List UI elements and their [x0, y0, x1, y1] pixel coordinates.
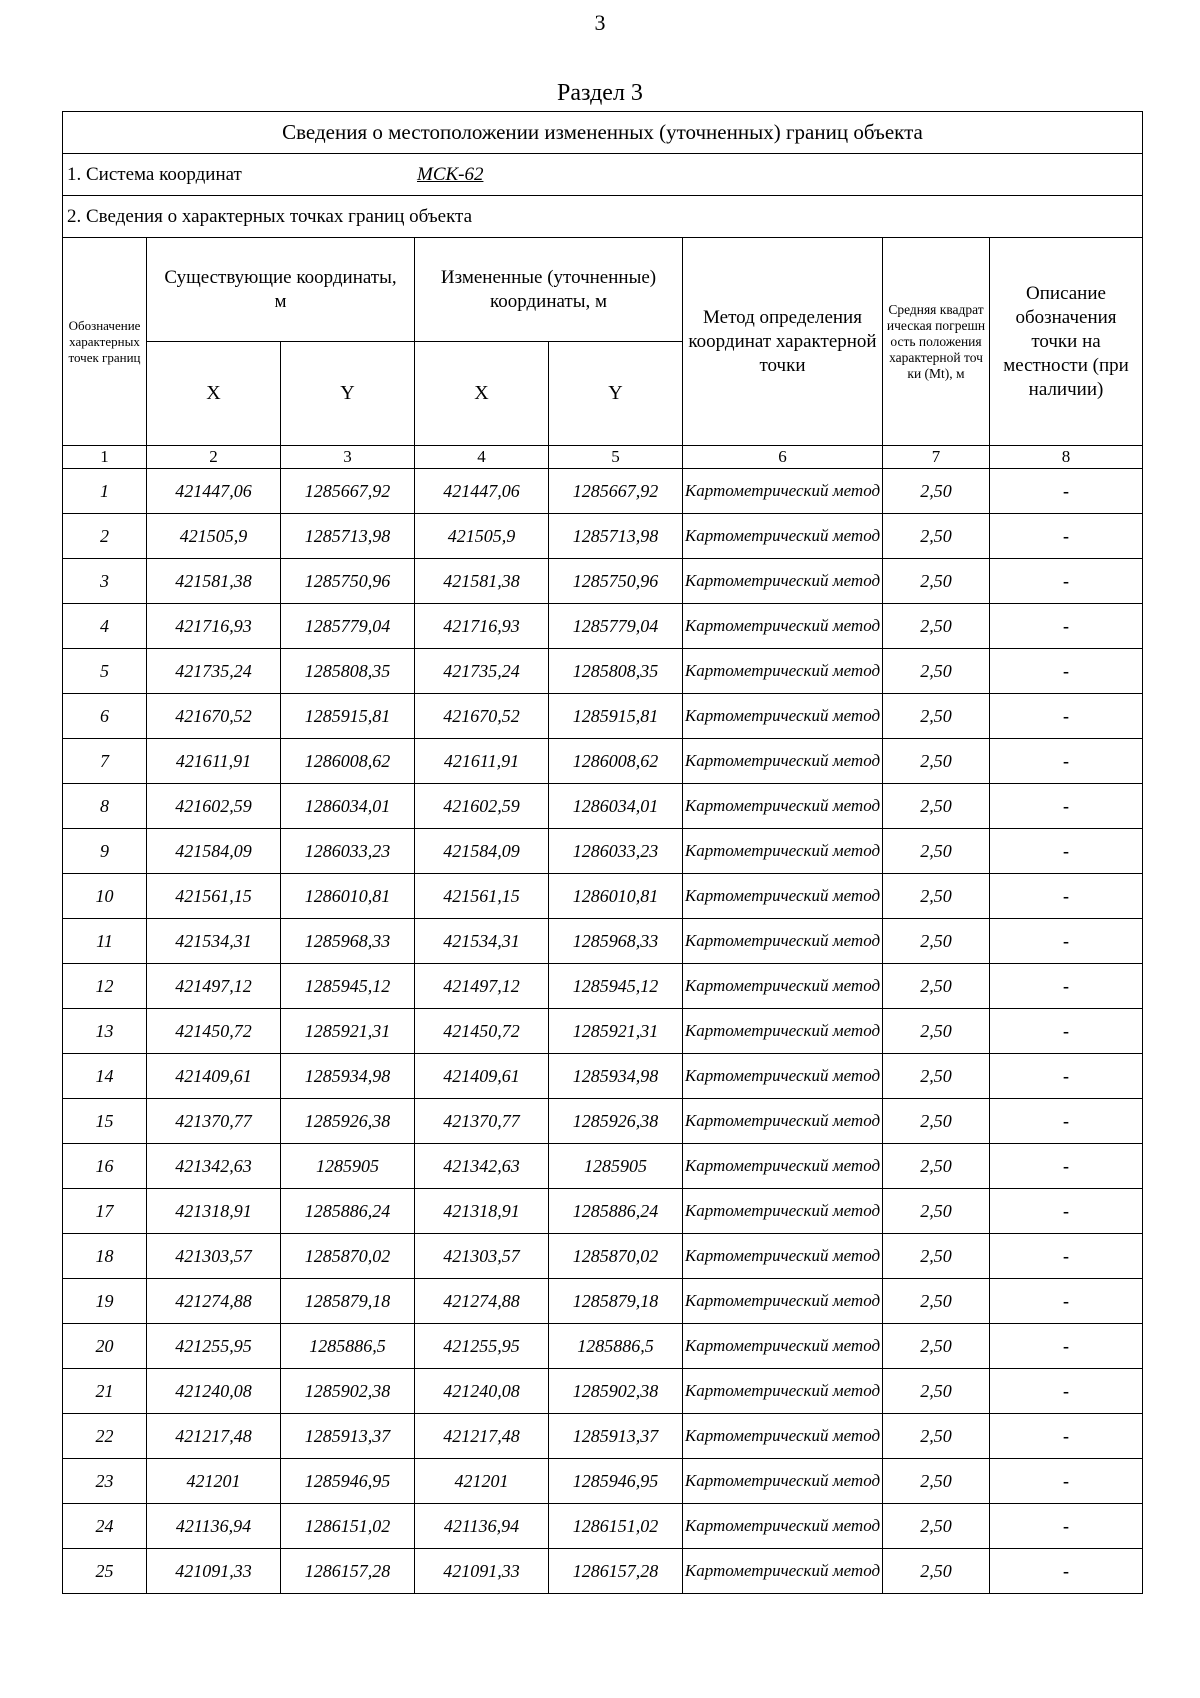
existing-x-cell: 421136,94: [147, 1504, 281, 1549]
changed-x-cell: 421255,95: [415, 1324, 549, 1369]
header-changed-x: X: [415, 342, 549, 446]
existing-y-cell: 1285968,33: [281, 919, 415, 964]
method-cell: Картометрический метод: [683, 1279, 883, 1324]
changed-x-cell: 421409,61: [415, 1054, 549, 1099]
table-row: [63, 1504, 1143, 1549]
method-cell: Картометрический метод: [683, 649, 883, 694]
existing-y-cell: 1285934,98: [281, 1054, 415, 1099]
changed-y-cell: 1285945,12: [549, 964, 683, 1009]
table-row: [63, 604, 1143, 649]
existing-x-cell: 421409,61: [147, 1054, 281, 1099]
changed-y-cell: 1285934,98: [549, 1054, 683, 1099]
existing-y-cell: 1285713,98: [281, 514, 415, 559]
mean-error-cell: 2,50: [883, 1369, 990, 1414]
description-cell: -: [990, 514, 1143, 559]
existing-x-cell: 421091,33: [147, 1549, 281, 1594]
point-number-cell: 3: [63, 559, 147, 604]
method-cell: Картометрический метод: [683, 1324, 883, 1369]
column-number: 6: [683, 446, 883, 469]
existing-y-cell: 1286151,02: [281, 1504, 415, 1549]
changed-y-cell: 1285808,35: [549, 649, 683, 694]
changed-y-cell: 1285886,24: [549, 1189, 683, 1234]
mean-error-cell: 2,50: [883, 1189, 990, 1234]
description-cell: -: [990, 1504, 1143, 1549]
table-row: [63, 739, 1143, 784]
method-cell: Картометрический метод: [683, 1099, 883, 1144]
point-number-cell: 22: [63, 1414, 147, 1459]
column-number: 7: [883, 446, 990, 469]
existing-x-cell: 421255,95: [147, 1324, 281, 1369]
changed-x-cell: 421534,31: [415, 919, 549, 964]
header-existing-coords: Существующие координаты, м: [147, 238, 415, 342]
description-cell: -: [990, 1279, 1143, 1324]
method-cell: Картометрический метод: [683, 1459, 883, 1504]
column-number: 4: [415, 446, 549, 469]
header-description: Описание обозначения точки на местности (при наличии): [990, 238, 1143, 446]
point-number-cell: 23: [63, 1459, 147, 1504]
existing-x-cell: 421370,77: [147, 1099, 281, 1144]
description-cell: -: [990, 469, 1143, 514]
changed-y-cell: 1285779,04: [549, 604, 683, 649]
changed-x-cell: 421716,93: [415, 604, 549, 649]
existing-y-cell: 1285750,96: [281, 559, 415, 604]
table-row: [63, 784, 1143, 829]
column-number: 1: [63, 446, 147, 469]
mean-error-cell: 2,50: [883, 1459, 990, 1504]
point-number-cell: 5: [63, 649, 147, 694]
existing-y-cell: 1285870,02: [281, 1234, 415, 1279]
mean-error-cell: 2,50: [883, 1549, 990, 1594]
header-changed-coords: Измененные (уточненные) координаты, м: [415, 238, 683, 342]
method-cell: Картометрический метод: [683, 739, 883, 784]
method-cell: Картометрический метод: [683, 559, 883, 604]
description-cell: -: [990, 649, 1143, 694]
changed-x-cell: 421318,91: [415, 1189, 549, 1234]
changed-y-cell: 1285902,38: [549, 1369, 683, 1414]
table-row: [63, 694, 1143, 739]
existing-y-cell: 1285879,18: [281, 1279, 415, 1324]
table-row: [63, 919, 1143, 964]
description-cell: -: [990, 1054, 1143, 1099]
changed-y-cell: 1285905: [549, 1144, 683, 1189]
changed-y-cell: 1286151,02: [549, 1504, 683, 1549]
mean-error-cell: 2,50: [883, 1144, 990, 1189]
existing-x-cell: 421450,72: [147, 1009, 281, 1054]
existing-x-cell: 421274,88: [147, 1279, 281, 1324]
table-row: [63, 829, 1143, 874]
existing-y-cell: 1285779,04: [281, 604, 415, 649]
changed-y-cell: 1286010,81: [549, 874, 683, 919]
mean-error-cell: 2,50: [883, 784, 990, 829]
mean-error-cell: 2,50: [883, 649, 990, 694]
existing-x-cell: 421318,91: [147, 1189, 281, 1234]
mean-error-cell: 2,50: [883, 1009, 990, 1054]
changed-x-cell: 421670,52: [415, 694, 549, 739]
changed-y-cell: 1285926,38: [549, 1099, 683, 1144]
existing-x-cell: 421716,93: [147, 604, 281, 649]
method-cell: Картометрический метод: [683, 1009, 883, 1054]
existing-x-cell: 421602,59: [147, 784, 281, 829]
existing-y-cell: 1286033,23: [281, 829, 415, 874]
existing-x-cell: 421342,63: [147, 1144, 281, 1189]
point-number-cell: 2: [63, 514, 147, 559]
existing-y-cell: 1286157,28: [281, 1549, 415, 1594]
point-number-cell: 14: [63, 1054, 147, 1099]
existing-x-cell: 421561,15: [147, 874, 281, 919]
point-number-cell: 17: [63, 1189, 147, 1234]
changed-x-cell: 421091,33: [415, 1549, 549, 1594]
existing-x-cell: 421581,38: [147, 559, 281, 604]
description-cell: -: [990, 784, 1143, 829]
changed-y-cell: 1285870,02: [549, 1234, 683, 1279]
changed-y-cell: 1285968,33: [549, 919, 683, 964]
changed-x-cell: 421505,9: [415, 514, 549, 559]
description-cell: -: [990, 1549, 1143, 1594]
column-number: 2: [147, 446, 281, 469]
mean-error-cell: 2,50: [883, 1054, 990, 1099]
point-number-cell: 16: [63, 1144, 147, 1189]
method-cell: Картометрический метод: [683, 469, 883, 514]
existing-y-cell: 1285921,31: [281, 1009, 415, 1054]
method-cell: Картометрический метод: [683, 1504, 883, 1549]
point-number-cell: 6: [63, 694, 147, 739]
existing-y-cell: 1285913,37: [281, 1414, 415, 1459]
header-changed-y: Y: [549, 342, 683, 446]
description-cell: -: [990, 1324, 1143, 1369]
method-cell: Картометрический метод: [683, 1234, 883, 1279]
description-cell: -: [990, 919, 1143, 964]
changed-y-cell: 1285946,95: [549, 1459, 683, 1504]
existing-x-cell: 421534,31: [147, 919, 281, 964]
existing-y-cell: 1285926,38: [281, 1099, 415, 1144]
changed-x-cell: 421370,77: [415, 1099, 549, 1144]
method-cell: Картометрический метод: [683, 964, 883, 1009]
table-row: [63, 1324, 1143, 1369]
existing-y-cell: 1285886,5: [281, 1324, 415, 1369]
existing-x-cell: 421240,08: [147, 1369, 281, 1414]
point-number-cell: 11: [63, 919, 147, 964]
mean-error-cell: 2,50: [883, 874, 990, 919]
method-cell: Картометрический метод: [683, 919, 883, 964]
table-row: [63, 1369, 1143, 1414]
column-number: 5: [549, 446, 683, 469]
mean-error-cell: 2,50: [883, 739, 990, 784]
existing-y-cell: 1285915,81: [281, 694, 415, 739]
changed-x-cell: 421561,15: [415, 874, 549, 919]
method-cell: Картометрический метод: [683, 604, 883, 649]
description-cell: -: [990, 1459, 1143, 1504]
existing-x-cell: 421670,52: [147, 694, 281, 739]
existing-y-cell: 1286008,62: [281, 739, 415, 784]
mean-error-cell: 2,50: [883, 694, 990, 739]
changed-y-cell: 1286008,62: [549, 739, 683, 784]
changed-x-cell: 421584,09: [415, 829, 549, 874]
table-row: [63, 1054, 1143, 1099]
method-cell: Картометрический метод: [683, 1189, 883, 1234]
table-row: [63, 514, 1143, 559]
description-cell: -: [990, 1144, 1143, 1189]
description-cell: -: [990, 964, 1143, 1009]
mean-error-cell: 2,50: [883, 514, 990, 559]
boundary-points-table: [62, 111, 1143, 1594]
changed-x-cell: 421136,94: [415, 1504, 549, 1549]
changed-x-cell: 421274,88: [415, 1279, 549, 1324]
mean-error-cell: 2,50: [883, 919, 990, 964]
mean-error-cell: 2,50: [883, 1324, 990, 1369]
existing-y-cell: 1285945,12: [281, 964, 415, 1009]
table-row: [63, 1549, 1143, 1594]
mean-error-cell: 2,50: [883, 1414, 990, 1459]
description-cell: -: [990, 1099, 1143, 1144]
header-existing-x: X: [147, 342, 281, 446]
changed-y-cell: 1286157,28: [549, 1549, 683, 1594]
existing-y-cell: 1285902,38: [281, 1369, 415, 1414]
point-number-cell: 24: [63, 1504, 147, 1549]
changed-y-cell: 1285921,31: [549, 1009, 683, 1054]
section-title: Раздел 3: [557, 80, 643, 106]
table-row: [63, 964, 1143, 1009]
method-cell: Картометрический метод: [683, 784, 883, 829]
description-cell: -: [990, 829, 1143, 874]
method-cell: Картометрический метод: [683, 694, 883, 739]
existing-y-cell: 1285886,24: [281, 1189, 415, 1234]
existing-y-cell: 1285808,35: [281, 649, 415, 694]
existing-x-cell: 421611,91: [147, 739, 281, 784]
table-row: [63, 559, 1143, 604]
existing-y-cell: 1286034,01: [281, 784, 415, 829]
method-cell: Картометрический метод: [683, 829, 883, 874]
point-number-cell: 9: [63, 829, 147, 874]
mean-error-cell: 2,50: [883, 1234, 990, 1279]
point-number-cell: 8: [63, 784, 147, 829]
existing-x-cell: 421217,48: [147, 1414, 281, 1459]
table-row: [63, 874, 1143, 919]
changed-x-cell: 421497,12: [415, 964, 549, 1009]
point-number-cell: 7: [63, 739, 147, 784]
point-number-cell: 4: [63, 604, 147, 649]
changed-y-cell: 1285713,98: [549, 514, 683, 559]
description-cell: -: [990, 1369, 1143, 1414]
description-cell: -: [990, 1189, 1143, 1234]
changed-x-cell: 421581,38: [415, 559, 549, 604]
table-row: [63, 1414, 1143, 1459]
changed-x-cell: 421450,72: [415, 1009, 549, 1054]
mean-error-cell: 2,50: [883, 1504, 990, 1549]
header-existing-y: Y: [281, 342, 415, 446]
point-number-cell: 20: [63, 1324, 147, 1369]
header-method: Метод определения координат характерной точки: [683, 238, 883, 446]
existing-y-cell: 1286010,81: [281, 874, 415, 919]
method-cell: Картометрический метод: [683, 514, 883, 559]
existing-x-cell: 421735,24: [147, 649, 281, 694]
points-label: 2. Сведения о характерных точках границ объекта: [63, 196, 1143, 238]
method-cell: Картометрический метод: [683, 1144, 883, 1189]
point-number-cell: 13: [63, 1009, 147, 1054]
changed-x-cell: 421303,57: [415, 1234, 549, 1279]
table-row: [63, 469, 1143, 514]
existing-y-cell: 1285667,92: [281, 469, 415, 514]
mean-error-cell: 2,50: [883, 559, 990, 604]
changed-x-cell: 421611,91: [415, 739, 549, 784]
existing-y-cell: 1285905: [281, 1144, 415, 1189]
changed-y-cell: 1285750,96: [549, 559, 683, 604]
page-number: 3: [594, 10, 606, 35]
existing-x-cell: 421447,06: [147, 469, 281, 514]
mean-error-cell: 2,50: [883, 964, 990, 1009]
changed-y-cell: 1285913,37: [549, 1414, 683, 1459]
changed-y-cell: 1286034,01: [549, 784, 683, 829]
changed-y-cell: 1285915,81: [549, 694, 683, 739]
method-cell: Картометрический метод: [683, 874, 883, 919]
point-number-cell: 1: [63, 469, 147, 514]
existing-x-cell: 421505,9: [147, 514, 281, 559]
header-point-designation: Обозначение характерных точек границ: [63, 238, 147, 446]
description-cell: -: [990, 739, 1143, 784]
coord-system-label: 1. Система координат: [67, 163, 242, 185]
changed-x-cell: 421735,24: [415, 649, 549, 694]
point-number-cell: 21: [63, 1369, 147, 1414]
point-number-cell: 12: [63, 964, 147, 1009]
table-row: [63, 1189, 1143, 1234]
table-title: Сведения о местоположении измененных (уточненных) границ объекта: [63, 112, 1143, 154]
changed-x-cell: 421217,48: [415, 1414, 549, 1459]
existing-y-cell: 1285946,95: [281, 1459, 415, 1504]
description-cell: -: [990, 874, 1143, 919]
table-row: [63, 649, 1143, 694]
point-number-cell: 15: [63, 1099, 147, 1144]
mean-error-cell: 2,50: [883, 604, 990, 649]
changed-x-cell: 421602,59: [415, 784, 549, 829]
method-cell: Картометрический метод: [683, 1414, 883, 1459]
description-cell: -: [990, 694, 1143, 739]
method-cell: Картометрический метод: [683, 1054, 883, 1099]
description-cell: -: [990, 559, 1143, 604]
method-cell: Картометрический метод: [683, 1549, 883, 1594]
table-row: [63, 1459, 1143, 1504]
table-row: [63, 1099, 1143, 1144]
table-row: [63, 1234, 1143, 1279]
coord-system-value: МСК-62: [417, 163, 484, 185]
mean-error-cell: 2,50: [883, 829, 990, 874]
mean-error-cell: 2,50: [883, 1099, 990, 1144]
changed-y-cell: 1286033,23: [549, 829, 683, 874]
header-mean-error: Средняя квадратическая погрешность положения характерной точки (Mt), м: [883, 238, 990, 446]
description-cell: -: [990, 1234, 1143, 1279]
changed-x-cell: 421240,08: [415, 1369, 549, 1414]
table-row: [63, 1279, 1143, 1324]
method-cell: Картометрический метод: [683, 1369, 883, 1414]
coord-system-row: [63, 154, 1143, 196]
point-number-cell: 18: [63, 1234, 147, 1279]
mean-error-cell: 2,50: [883, 1279, 990, 1324]
existing-x-cell: 421497,12: [147, 964, 281, 1009]
column-number: 8: [990, 446, 1143, 469]
column-numbers-row: [63, 446, 1143, 469]
existing-x-cell: 421303,57: [147, 1234, 281, 1279]
table-row: [63, 1009, 1143, 1054]
description-cell: -: [990, 604, 1143, 649]
changed-y-cell: 1285886,5: [549, 1324, 683, 1369]
description-cell: -: [990, 1009, 1143, 1054]
changed-x-cell: 421447,06: [415, 469, 549, 514]
description-cell: -: [990, 1414, 1143, 1459]
point-number-cell: 19: [63, 1279, 147, 1324]
mean-error-cell: 2,50: [883, 469, 990, 514]
changed-y-cell: 1285667,92: [549, 469, 683, 514]
existing-x-cell: 421201: [147, 1459, 281, 1504]
point-number-cell: 10: [63, 874, 147, 919]
changed-x-cell: 421201: [415, 1459, 549, 1504]
point-number-cell: 25: [63, 1549, 147, 1594]
table-row: [63, 1144, 1143, 1189]
changed-x-cell: 421342,63: [415, 1144, 549, 1189]
existing-x-cell: 421584,09: [147, 829, 281, 874]
column-number: 3: [281, 446, 415, 469]
changed-y-cell: 1285879,18: [549, 1279, 683, 1324]
